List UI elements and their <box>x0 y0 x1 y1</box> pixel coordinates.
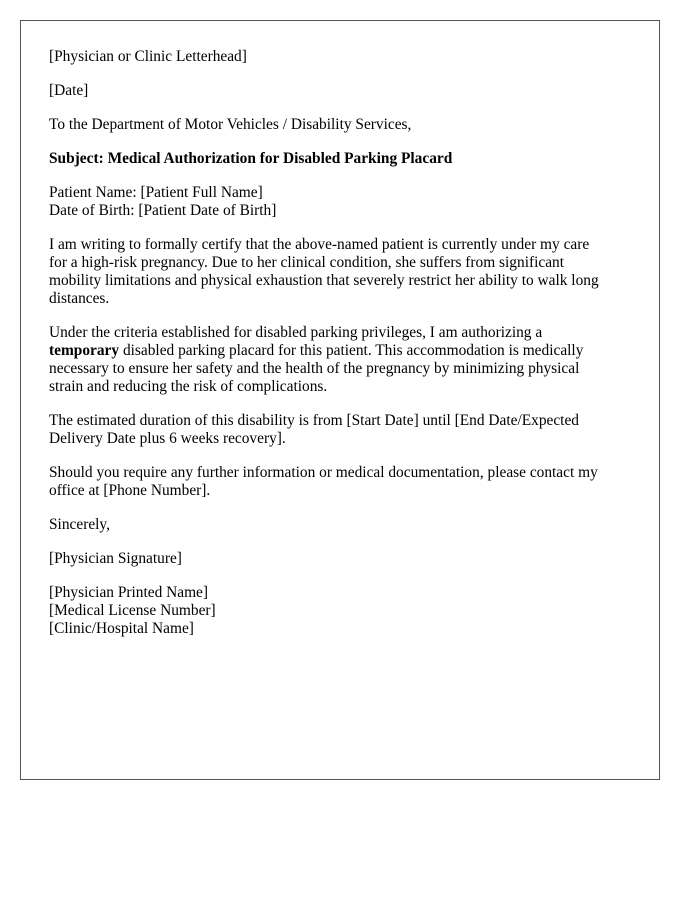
clinic-name: [Clinic/Hospital Name] <box>49 620 194 637</box>
paragraph-line: Delivery Date plus 6 weeks recovery]. <box>49 430 286 447</box>
letter-date: [Date] <box>49 82 89 99</box>
signature-placeholder: [Physician Signature] <box>49 550 182 567</box>
emphasis-temporary: temporary <box>49 342 120 359</box>
salutation: To the Department of Motor Vehicles / Disability Services, <box>49 116 412 133</box>
paragraph-line: strain and reducing the risk of complications. <box>49 378 328 395</box>
paragraph-line-rest: disabled parking placard for this patient. This accommodation is medically <box>119 342 584 359</box>
paragraph-duration <box>49 412 631 448</box>
paragraph-line: for a high-risk pregnancy. Due to her clinical condition, she suffers from significant <box>49 254 565 271</box>
paragraph-line: distances. <box>49 290 110 307</box>
paragraph-line: The estimated duration of this disability is from [Start Date] until [End Date/Expected <box>49 412 579 429</box>
patient-dob: Date of Birth: [Patient Date of Birth] <box>49 202 277 219</box>
paragraph-line: I am writing to formally certify that the above-named patient is currently under my care <box>49 236 590 253</box>
medical-license-number: [Medical License Number] <box>49 602 216 619</box>
paragraph-line: office at [Phone Number]. <box>49 482 211 499</box>
letter-document <box>20 20 660 780</box>
paragraph-line: mobility limitations and physical exhaustion that severely restrict her ability to walk long <box>49 272 599 289</box>
physician-printed-name: [Physician Printed Name] <box>49 584 209 601</box>
paragraph-line: necessary to ensure her safety and the health of the pregnancy by minimizing physical <box>49 360 580 377</box>
paragraph-contact <box>49 464 631 500</box>
subject-line: Subject: Medical Authorization for Disabled Parking Placard <box>49 150 453 167</box>
paragraph-line: Should you require any further information or medical documentation, please contact my <box>49 464 598 481</box>
paragraph-authorization <box>49 324 631 396</box>
paragraph-line <box>49 342 631 360</box>
patient-name: Patient Name: [Patient Full Name] <box>49 184 263 201</box>
closing: Sincerely, <box>49 516 110 533</box>
paragraph-line: Under the criteria established for disabled parking privileges, I am authorizing a <box>49 324 543 341</box>
paragraph-certification <box>49 236 631 308</box>
letterhead: [Physician or Clinic Letterhead] <box>49 48 247 65</box>
